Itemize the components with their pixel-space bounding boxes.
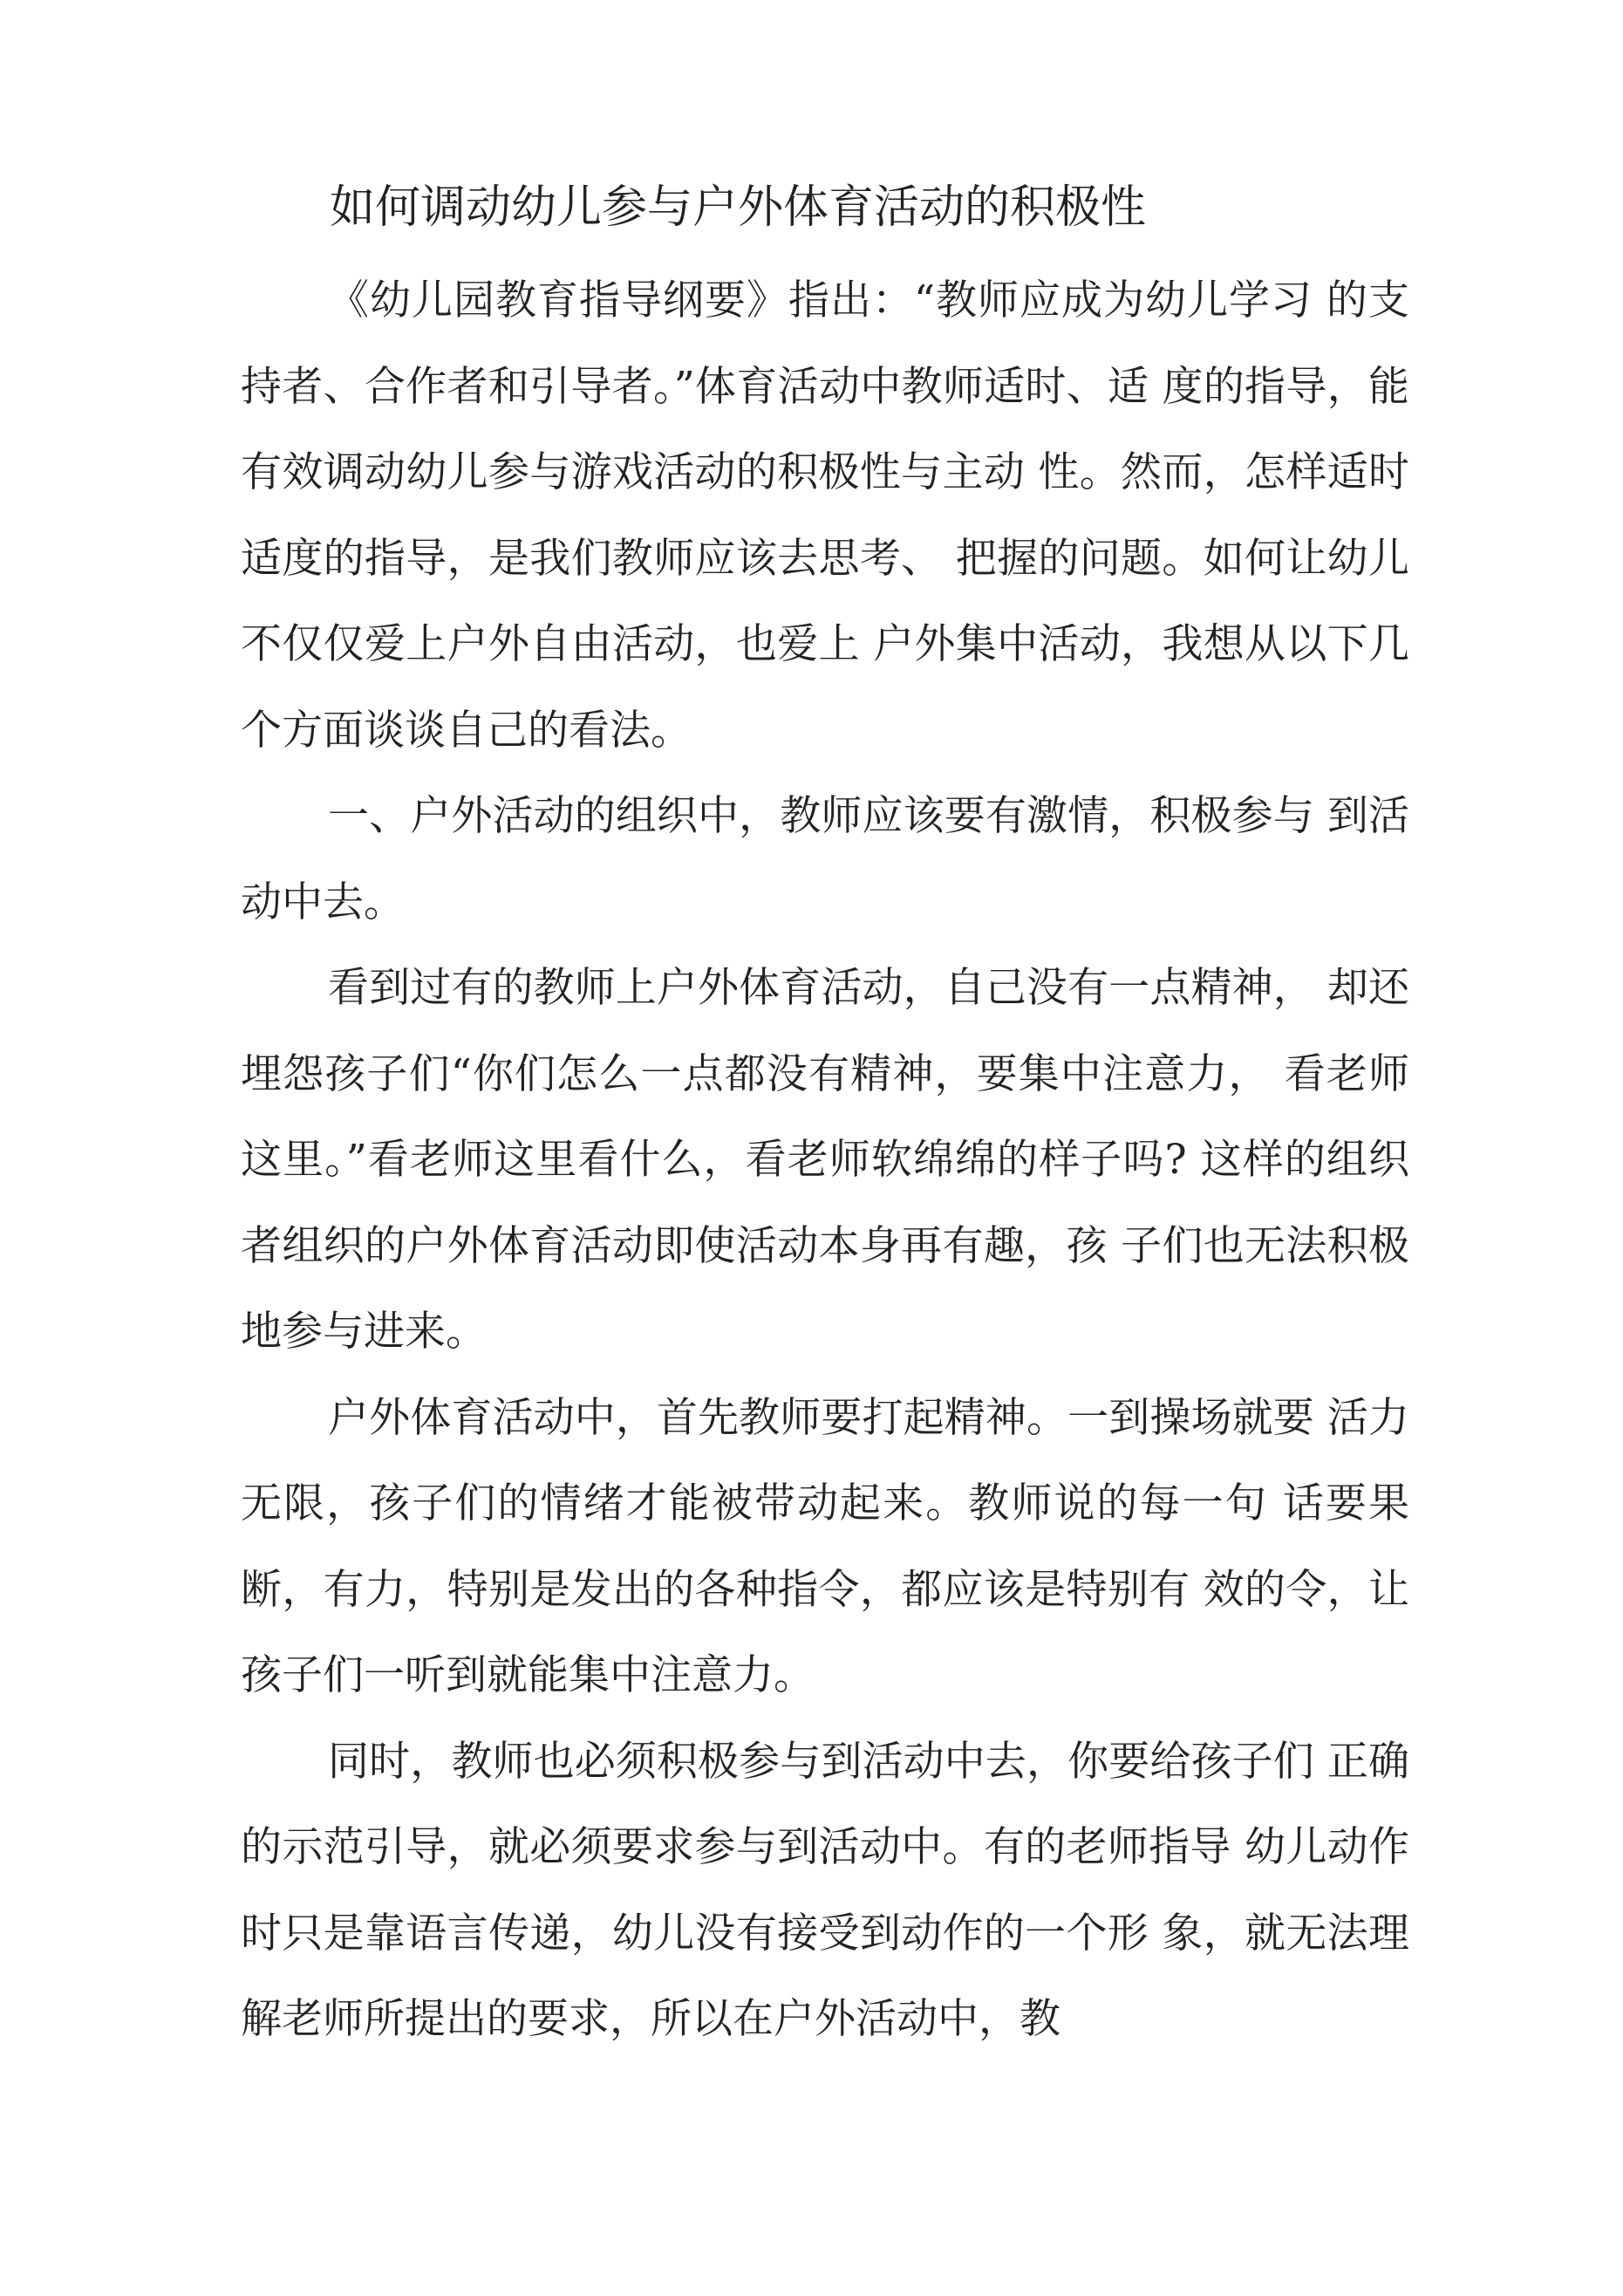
paragraph-heading-one: 一、户外活动的组织中，教师应该要有激情，积极参与 到活动中去。: [241, 792, 1409, 926]
paragraph-energy: 户外体育活动中，首先教师要打起精神。一到操场就要 活力无限，孩子们的情绪才能被带动起来。教师说的每一句 话要果断，有力，特别是发出的各种指令，都应该是特别有 效的令，让孩子们一听到就能集中注意力。: [241, 1393, 1409, 1699]
document-title: 如何调动幼儿参与户外体育活动的积极性: [330, 181, 1147, 234]
paragraph-intro: 《幼儿园教育指导纲要》指出：“教师应成为幼儿学习 的支持者、合作者和引导者。”体育活动中教师适时、适 度的指导，能有效调动幼儿参与游戏活动的积极性与主动 性。然而，怎样适时适度的指导，是我们教师应该去思考、 把握的问题。如何让幼儿不仅仅爱上户外自由活动，也爱上 户外集中活动，我想从以下几个方面谈谈自己的看法。: [241, 277, 1409, 755]
document-body: [241, 258, 1409, 2063]
paragraph-example: 看到过有的教师上户外体育活动，自己没有一点精神， 却还埋怨孩子们“你们怎么一点都没有精神，要集中注意力， 看老师这里。”看老师这里看什么，看老师软绵绵的样子吗? 这样的组织者组织的户外体育活动即使活动本身再有趣，孩 子们也无法积极地参与进来。: [241, 964, 1409, 1356]
paragraph-participation: 同时，教师也必须积极参与到活动中去，你要给孩子们 正确的示范引导，就必须要求参与到活动中。有的老师指导 幼儿动作时只是靠语言传递，幼儿没有接受到动作的一个形 象，就无法理解老师所提出的要求，所以在户外活动中，教: [241, 1737, 1409, 2043]
